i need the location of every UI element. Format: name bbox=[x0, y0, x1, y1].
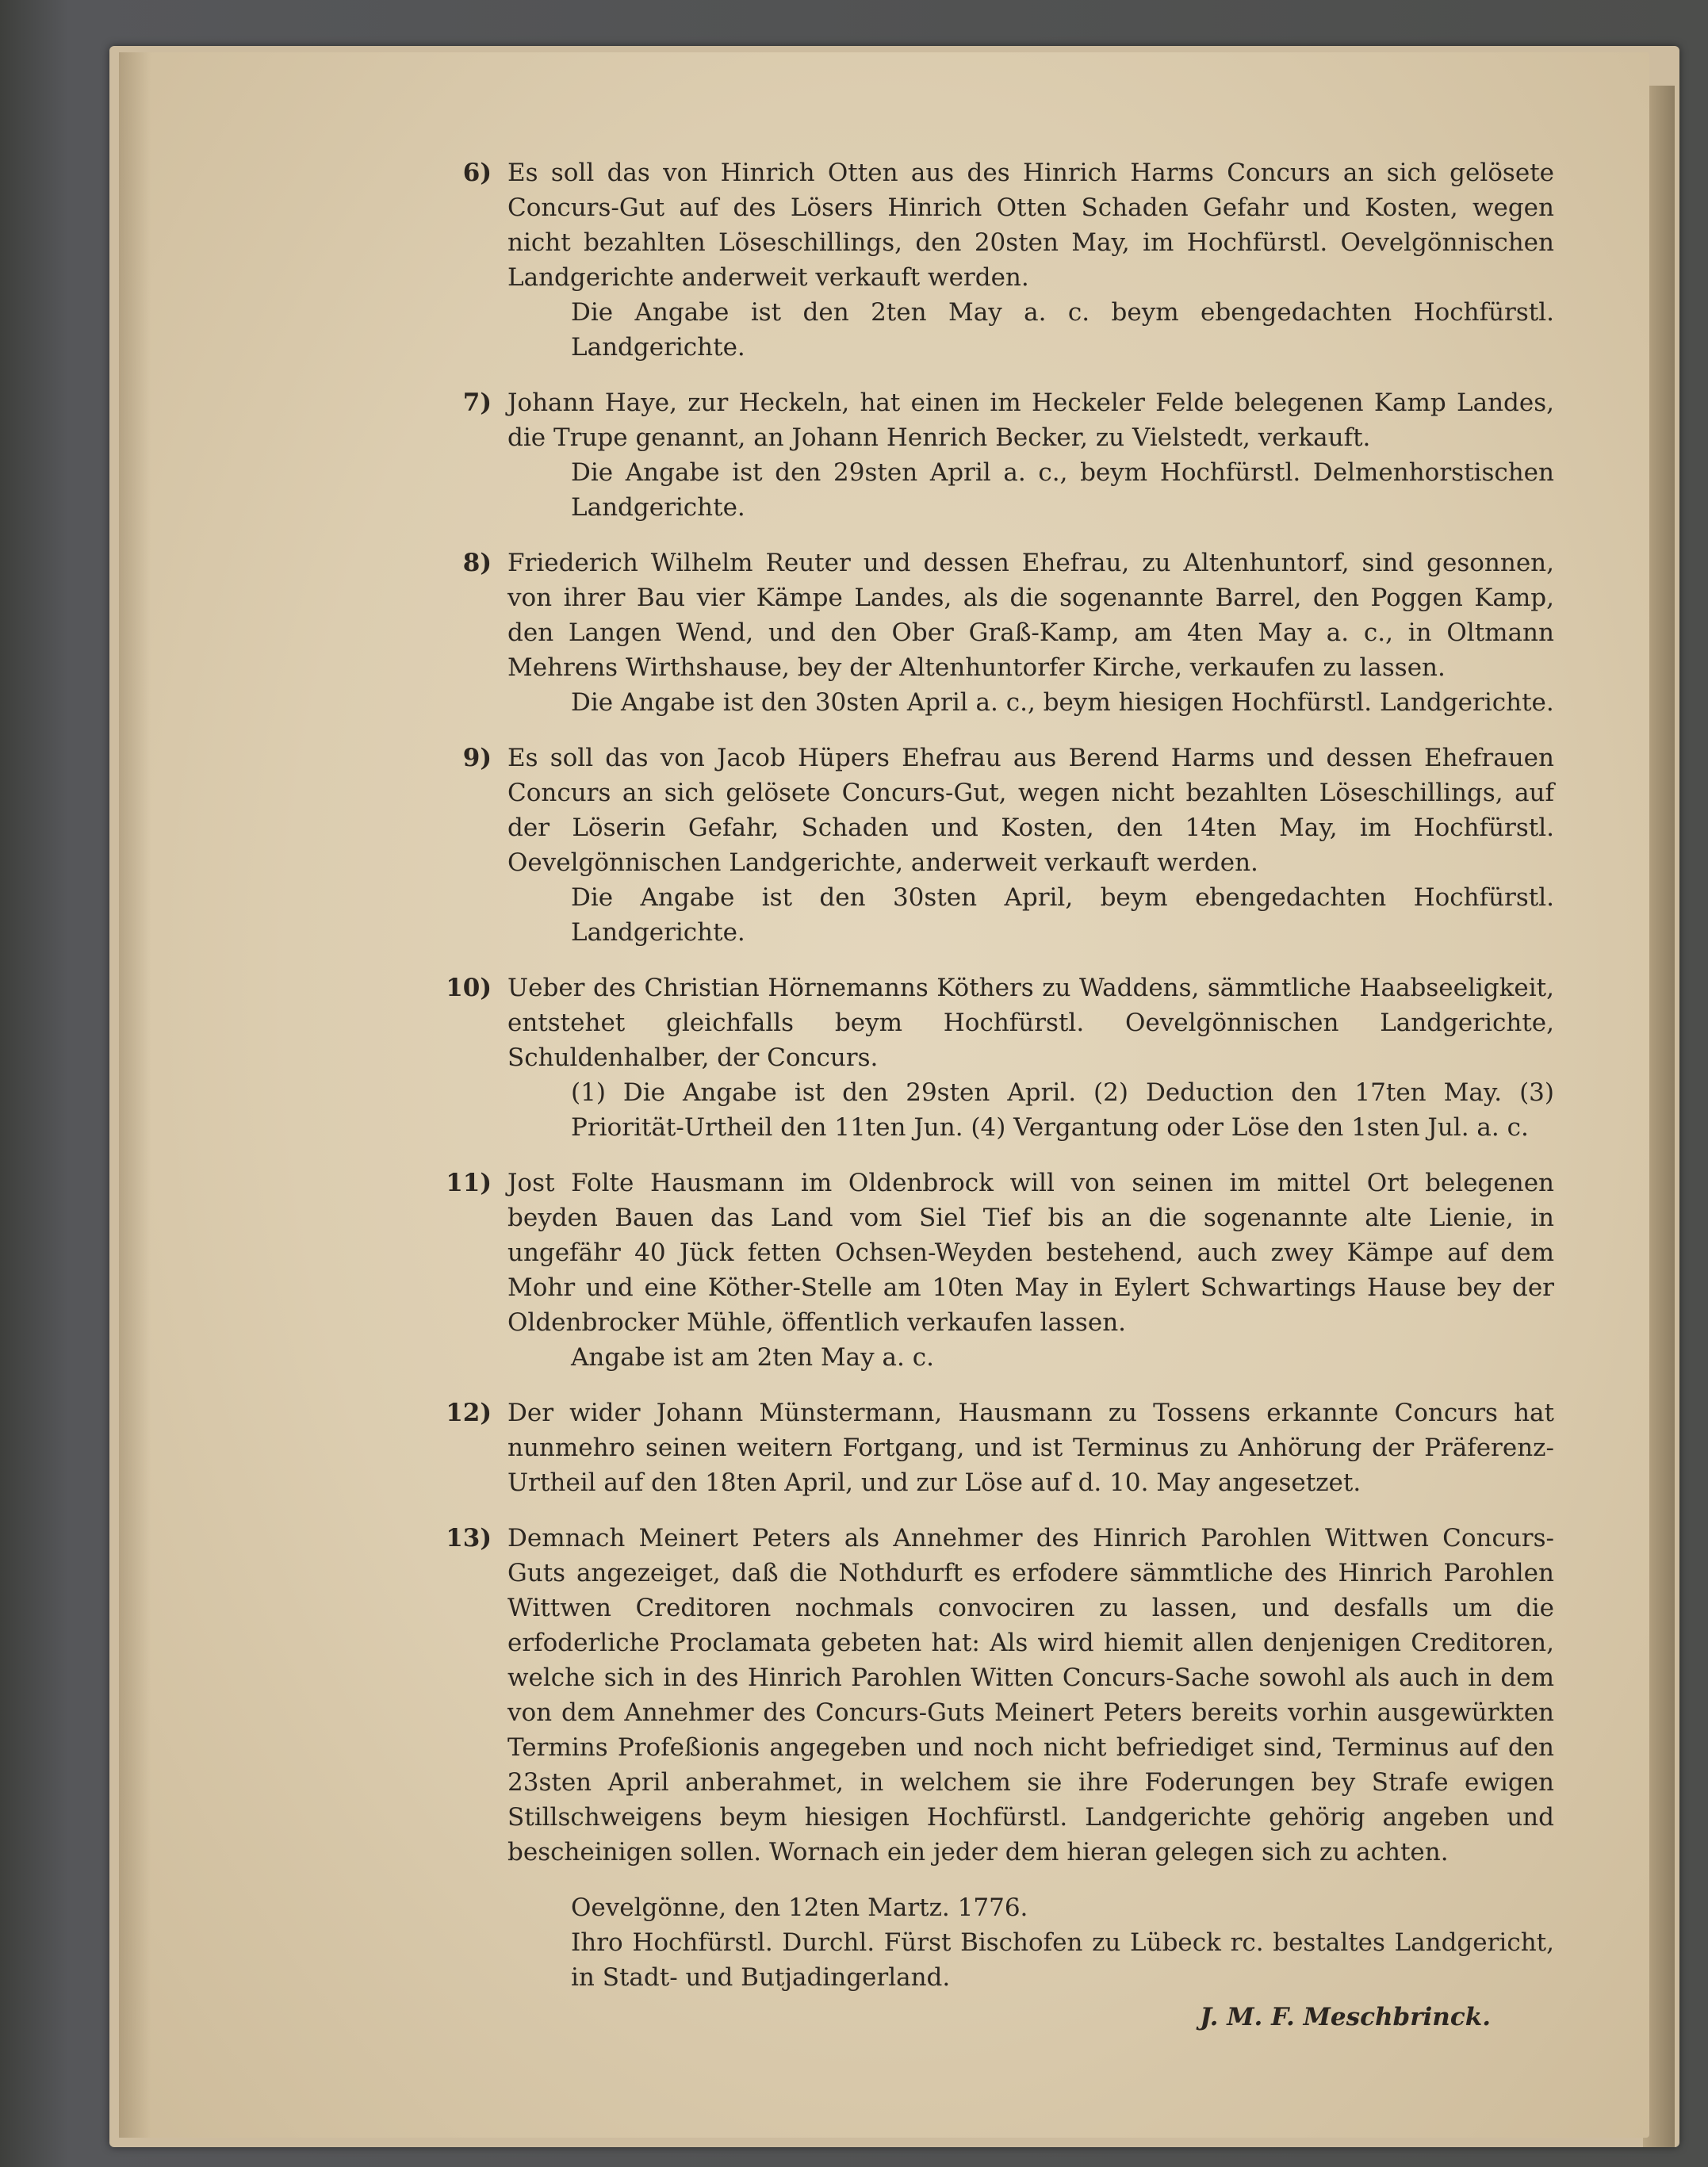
item-number: 10) bbox=[446, 974, 492, 1002]
list-item bbox=[412, 155, 1554, 365]
list-item bbox=[412, 1521, 1554, 1870]
item-note: Die Angabe ist den 2ten May a. c. beym ebengedachten Hochfürstl. Landgerichte. bbox=[571, 298, 1554, 362]
list-item bbox=[412, 971, 1554, 1145]
item-number: 9) bbox=[462, 744, 492, 772]
item-note: Die Angabe ist den 29sten April a. c., beym Hochfürstl. Delmenhorstischen Landgerichte. bbox=[571, 458, 1554, 522]
item-note: Die Angabe ist den 30sten April a. c., beym hiesigen Hochfürstl. Landgerichte. bbox=[571, 688, 1554, 717]
list-item bbox=[412, 1396, 1554, 1500]
item-body: Der wider Johann Münstermann, Hausmann zu Tossens erkannte Concurs hat nunmehro seinen weitern Fortgang, und ist Terminus zu Anhörung der Präferenz-Urtheil auf den 18ten April, und zur Löse auf d. 10. May angesetzet. bbox=[507, 1399, 1554, 1497]
issuing-authority: Ihro Hochfürstl. Durchl. Fürst Bischofen zu Lübeck rc. bestaltes Landgericht, in Stadt- und Butjadingerland. bbox=[571, 1928, 1554, 1992]
item-body: Friederich Wilhelm Reuter und dessen Ehefrau, zu Altenhuntorf, sind gesonnen, von ihrer Bau vier Kämpe Landes, als die sogenannte Barrel, den Poggen Kamp, den Langen Wend, und den Ober Graß-Kamp, am 4ten May a. c., in Oltmann Mehrens Wirthshause, bey der Altenhuntorfer Kirche, verkaufen zu lassen. bbox=[507, 549, 1554, 682]
item-schedule: (1) Die Angabe ist den 29sten April. (2) Deduction den 17ten May. (3) Priorität-Urtheil den 11ten Jun. (4) Vergantung oder Löse den 1sten Jul. a. c. bbox=[571, 1078, 1554, 1142]
item-body: Ueber des Christian Hörnemanns Köthers zu Waddens, sämmtliche Haabseeligkeit, entstehet gleichfalls beym Hochfürstl. Oevelgönnischen Landgerichte, Schuldenhalber, der Concurs. bbox=[507, 974, 1554, 1072]
closing-block bbox=[412, 1890, 1554, 2035]
item-note: Die Angabe ist den 30sten April, beym ebengedachten Hochfürstl. Landgerichte. bbox=[571, 883, 1554, 947]
document-text bbox=[412, 155, 1554, 2035]
list-item bbox=[412, 546, 1554, 720]
item-number: 6) bbox=[462, 159, 492, 187]
item-body: Es soll das von Hinrich Otten aus des Hinrich Harms Concurs an sich gelösete Concurs-Gut auf des Lösers Hinrich Otten Schaden Gefahr und Kosten, wegen nicht bezahlten Löseschillings, den 20sten May, im Hochfürstl. Oevelgönnischen Landgerichte anderweit verkauft werden. bbox=[507, 159, 1554, 292]
item-body: Es soll das von Jacob Hüpers Ehefrau aus Berend Harms und dessen Ehefrauen Concurs an sich gelösete Concurs-Gut, wegen nicht bezahlten Löseschillings, auf der Löserin Gefahr, Schaden und Kosten, den 14ten May, im Hochfürstl. Oevelgönnischen Landgerichte, anderweit verkauft werden. bbox=[507, 744, 1554, 877]
list-item bbox=[412, 1166, 1554, 1375]
item-number: 8) bbox=[462, 549, 492, 577]
item-number: 13) bbox=[446, 1524, 492, 1553]
item-number: 7) bbox=[462, 389, 492, 417]
item-number: 11) bbox=[446, 1169, 492, 1197]
item-body: Jost Folte Hausmann im Oldenbrock will von seinen im mittel Ort belegenen beyden Bauen das Land vom Siel Tief bis an die sogenannte alte Lienie, in ungefähr 40 Jück fetten Ochsen-Weyden bestehend, auch zwey Kämpe auf dem Mohr und eine Köther-Stelle am 10ten May in Eylert Schwartings Hause bey der Oldenbrocker Mühle, öffentlich verkaufen lassen. bbox=[507, 1169, 1554, 1337]
item-number: 12) bbox=[446, 1399, 492, 1427]
item-note: Angabe ist am 2ten May a. c. bbox=[571, 1343, 934, 1372]
list-item bbox=[412, 741, 1554, 950]
item-body: Demnach Meinert Peters als Annehmer des Hinrich Parohlen Wittwen Concurs-Guts angezeiget, daß die Nothdurft es erfodere sämmtliche des Hinrich Parohlen Wittwen Creditoren nochmals convociren zu lassen, und desfalls um die erfoderliche Proclamata gebeten hat: Als wird hiemit allen denjenigen Creditoren, welche sich in des Hinrich Parohlen Witten Concurs-Sache sowohl als auch in dem von dem Annehmer des Concurs-Guts Meinert Peters bereits vorhin ausgewürkten Termins Profeßionis angegeben und noch nicht befriediget sind, Terminus auf den 23sten April anberahmet, in welchem sie ihre Foderungen bey Strafe ewigen Stillschweigens beym hiesigen Hochfürstl. Landgerichte gehörig angeben und bescheinigen sollen. Wornach ein jeder dem hieran gelegen sich zu achten. bbox=[507, 1524, 1554, 1866]
list-item bbox=[412, 385, 1554, 525]
place-date: Oevelgönne, den 12ten Martz. 1776. bbox=[571, 1893, 1028, 1922]
item-body: Johann Haye, zur Heckeln, hat einen im Heckeler Felde belegenen Kamp Landes, die Trupe genannt, an Johann Henrich Becker, zu Vielstedt, verkauft. bbox=[507, 389, 1554, 452]
signature: J. M. F. Meschbrinck. bbox=[1200, 2003, 1491, 2031]
page-gutter-shadow bbox=[119, 52, 151, 2138]
